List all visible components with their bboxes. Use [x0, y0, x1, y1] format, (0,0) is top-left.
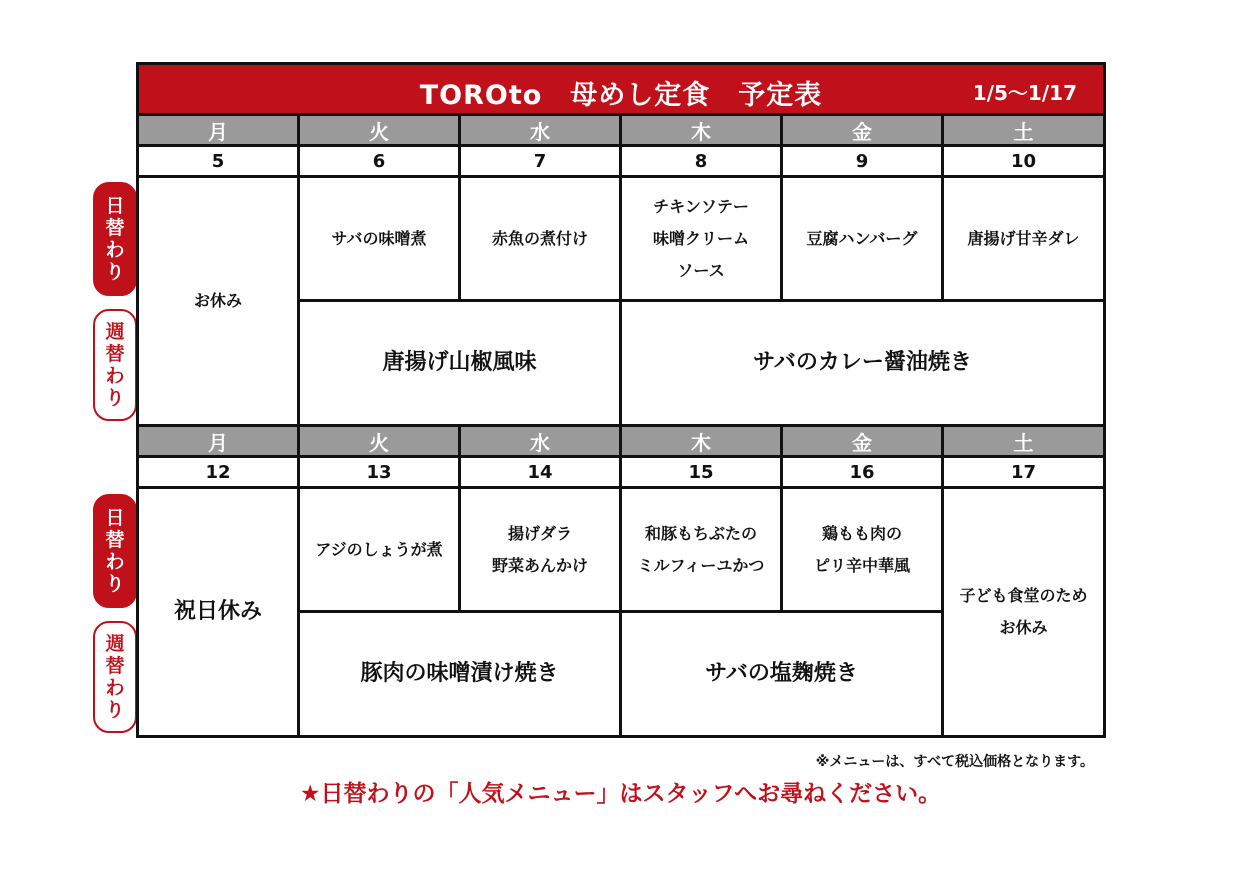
schedule-table: [136, 62, 1106, 738]
page-title: TOROto 母めし定食 予定表: [419, 80, 823, 111]
daily-menu-cell: チキンソテー 味噌クリーム ソース: [622, 178, 783, 302]
day-header: 木: [622, 427, 783, 458]
weekly-menu-cell: 豚肉の味噌漬け焼き: [300, 613, 622, 735]
date-cell: 5: [139, 147, 300, 178]
daily-tag-week2: 日替わり: [93, 494, 137, 608]
date-cell: 14: [461, 458, 622, 489]
date-cell: 17: [944, 458, 1103, 489]
date-cell: 8: [622, 147, 783, 178]
daily-tag-week1: 日替わり: [93, 182, 137, 296]
saturday-closed-cell: 子ども食堂のため お休み: [944, 489, 1103, 735]
daily-menu-cell: 赤魚の煮付け: [461, 178, 622, 302]
weekly-menu-cell: サバの塩麹焼き: [622, 613, 944, 735]
date-cell: 9: [783, 147, 944, 178]
day-header: 金: [783, 427, 944, 458]
weekly-tag-week1: 週替わり: [93, 309, 137, 421]
tax-note: ※メニューは、すべて税込価格となります。: [815, 754, 1094, 770]
weekly-tag-week2: 週替わり: [93, 621, 137, 733]
daily-menu-cell: 和豚もちぶたの ミルフィーユかつ: [622, 489, 783, 613]
daily-menu-cell: 鶏もも肉の ピリ辛中華風: [783, 489, 944, 613]
date-cell: 15: [622, 458, 783, 489]
weekly-menu-cell: サバのカレー醤油焼き: [622, 302, 1103, 427]
monday-closed-cell: お休み: [139, 178, 300, 427]
day-header: 金: [783, 116, 944, 147]
date-cell: 13: [300, 458, 461, 489]
day-header: 月: [139, 427, 300, 458]
date-range: 1/5〜1/17: [972, 81, 1077, 105]
date-cell: 16: [783, 458, 944, 489]
daily-menu-cell: アジのしょうが煮: [300, 489, 461, 613]
day-header: 火: [300, 427, 461, 458]
title-bar: [139, 65, 1103, 116]
date-cell: 7: [461, 147, 622, 178]
date-cell: 10: [944, 147, 1103, 178]
footer-message: ★日替わりの「人気メニュー」はスタッフへお尋ねください。: [299, 781, 942, 807]
daily-menu-cell: 豆腐ハンバーグ: [783, 178, 944, 302]
date-cell: 12: [139, 458, 300, 489]
day-header: 月: [139, 116, 300, 147]
weekly-menu-cell: 唐揚げ山椒風味: [300, 302, 622, 427]
daily-menu-cell: 唐揚げ甘辛ダレ: [944, 178, 1103, 302]
day-header: 木: [622, 116, 783, 147]
date-cell: 6: [300, 147, 461, 178]
daily-menu-cell: サバの味噌煮: [300, 178, 461, 302]
day-header: 水: [461, 427, 622, 458]
day-header: 土: [944, 116, 1103, 147]
day-header: 火: [300, 116, 461, 147]
monday-holiday-cell: 祝日休み: [139, 489, 300, 735]
daily-menu-cell: 揚げダラ 野菜あんかけ: [461, 489, 622, 613]
day-header: 土: [944, 427, 1103, 458]
day-header: 水: [461, 116, 622, 147]
